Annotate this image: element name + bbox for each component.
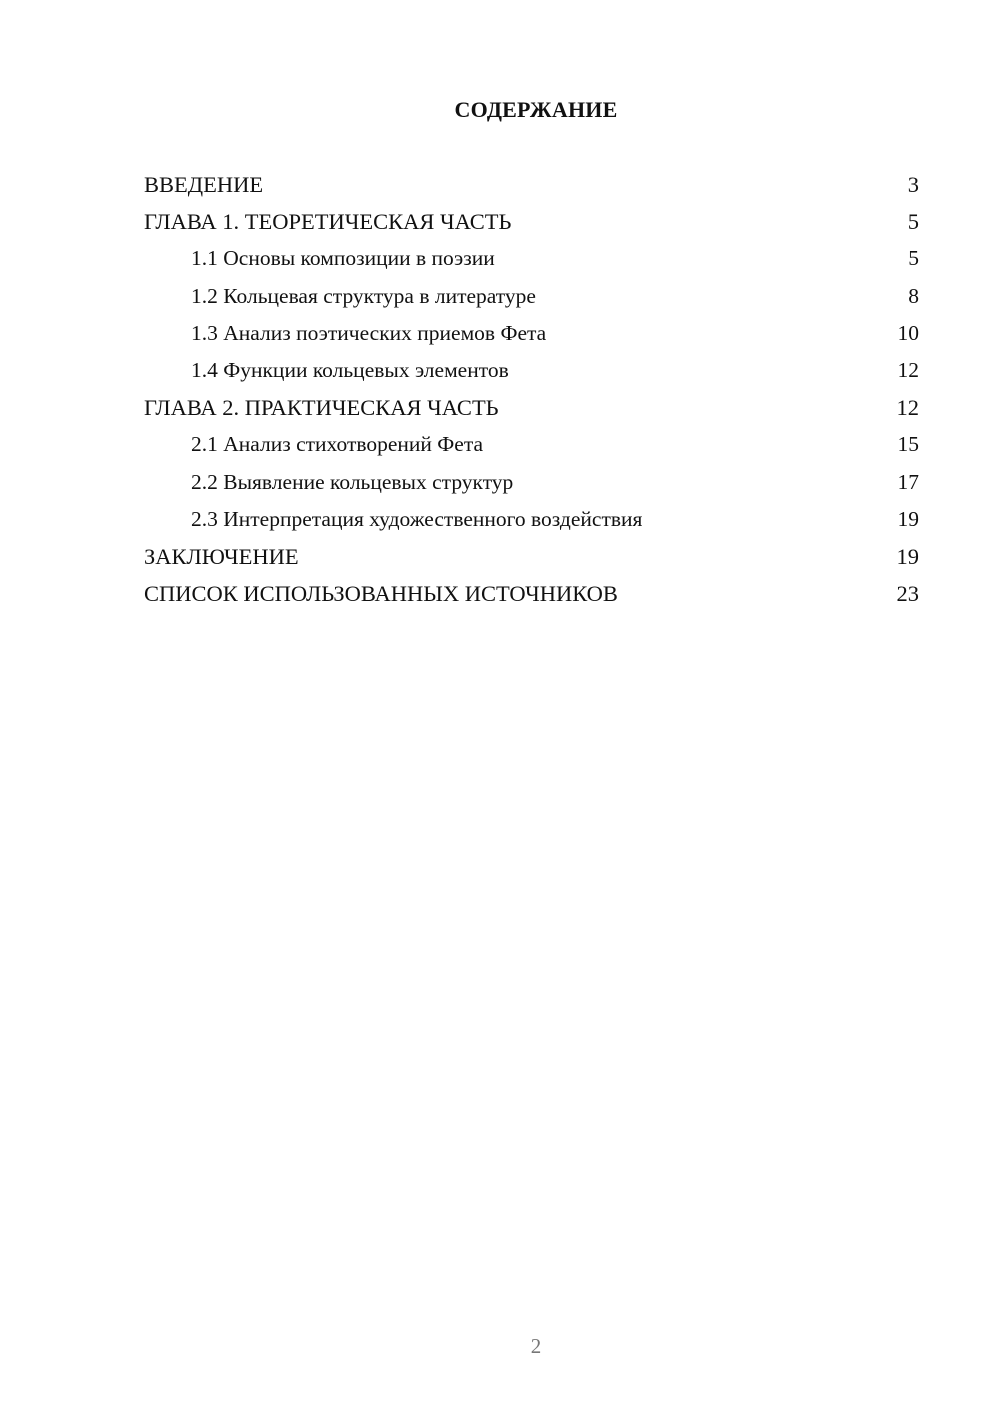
toc-entry-section-1-4 (144, 352, 919, 389)
toc-entry-title: ГЛАВА 2. ПРАКТИЧЕСКАЯ ЧАСТЬ (144, 395, 499, 421)
toc-entry-page: 12 (897, 357, 919, 382)
toc-entry-title: 1.3 Анализ поэтических приемов Фета (191, 320, 547, 345)
toc-entry-title: ГЛАВА 1. ТЕОРЕТИЧЕСКАЯ ЧАСТЬ (144, 209, 512, 235)
toc-entry-section-2-3 (144, 501, 919, 538)
toc-entry-section-1-3 (144, 315, 919, 352)
toc-entry-section-1-2 (144, 278, 919, 315)
toc-entry-page: 12 (896, 395, 919, 421)
toc-entry-page: 19 (896, 543, 919, 569)
toc-entry-references (144, 575, 919, 612)
toc-entry-title: 2.1 Анализ стихотворений Фета (191, 432, 484, 457)
toc-entry-page: 23 (896, 581, 919, 607)
table-of-contents (144, 166, 919, 612)
toc-entry-conclusion (144, 538, 919, 575)
toc-entry-introduction (144, 166, 919, 203)
toc-entry-title: 1.4 Функции кольцевых элементов (191, 357, 509, 382)
toc-entry-chapter-1 (144, 203, 919, 240)
toc-entry-title: 2.3 Интерпретация художественного воздействия (191, 506, 643, 531)
page-number: 2 (530, 1334, 542, 1358)
toc-entry-title: 2.2 Выявление кольцевых структур (191, 469, 514, 494)
toc-entry-section-2-1 (144, 426, 919, 463)
toc-entry-section-1-1 (144, 240, 919, 277)
toc-entry-title: ЗАКЛЮЧЕНИЕ (144, 543, 299, 569)
toc-entry-page: 10 (897, 320, 919, 345)
toc-entry-page: 5 (908, 246, 919, 271)
toc-entry-title: ВВЕДЕНИЕ (144, 172, 264, 197)
toc-heading: СОДЕРЖАНИЕ (454, 97, 618, 122)
toc-entry-page: 15 (897, 432, 919, 457)
toc-entry-page: 5 (907, 209, 919, 235)
toc-entry-title: 1.2 Кольцевая структура в литературе (191, 283, 536, 308)
toc-entry-page: 17 (897, 469, 919, 494)
toc-entry-page: 8 (908, 283, 919, 308)
toc-entry-title: 1.1 Основы композиции в поэзии (191, 246, 495, 271)
toc-entry-chapter-2 (144, 389, 919, 426)
toc-entry-page: 19 (897, 506, 919, 531)
toc-entry-title: СПИСОК ИСПОЛЬЗОВАННЫХ ИСТОЧНИКОВ (144, 581, 618, 607)
toc-entry-section-2-2 (144, 464, 919, 501)
toc-entry-page: 3 (907, 172, 919, 197)
